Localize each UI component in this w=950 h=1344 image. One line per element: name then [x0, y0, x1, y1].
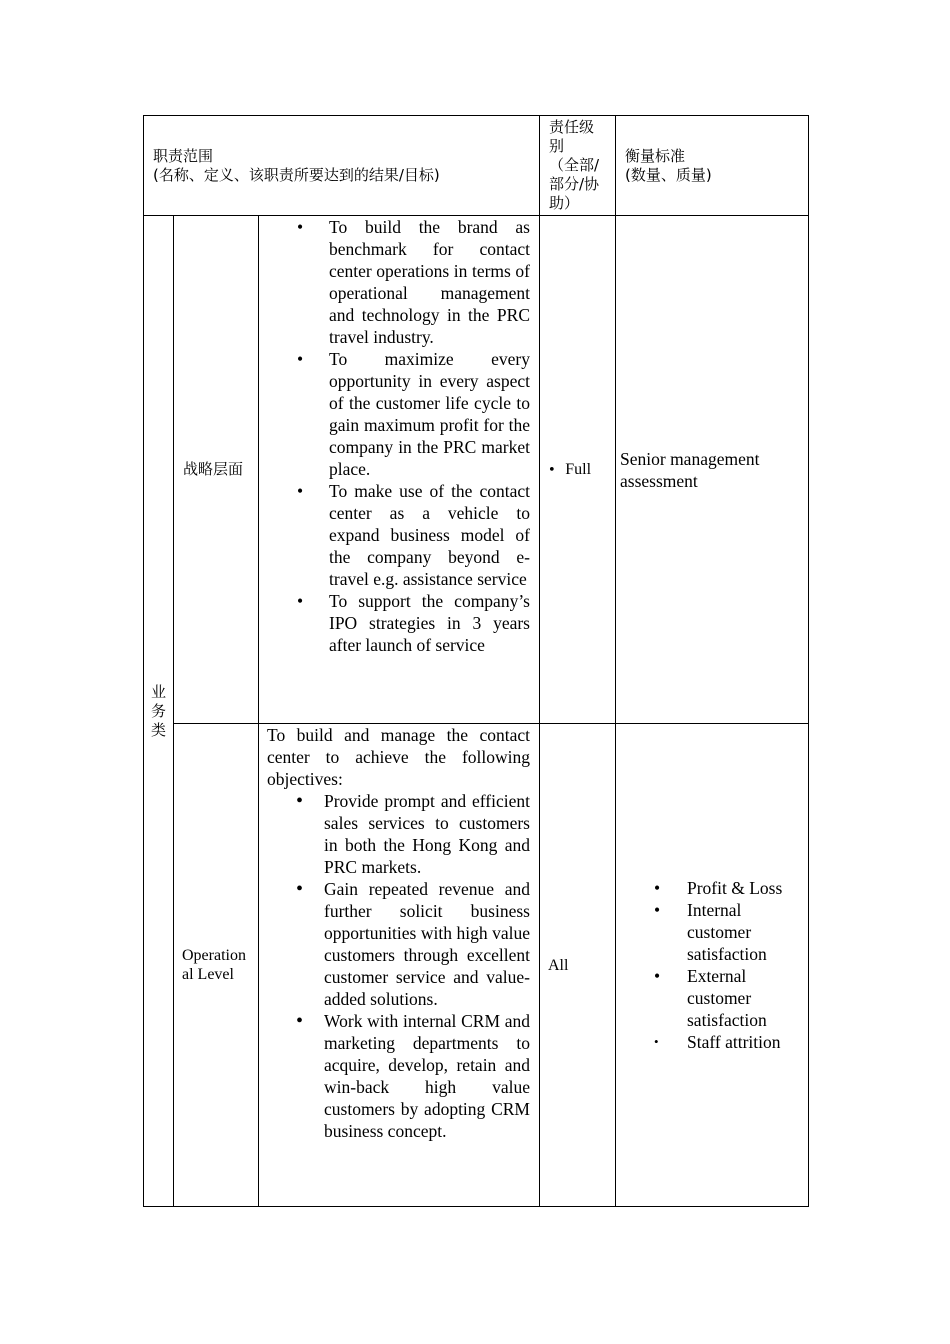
bullet-icon: • — [297, 217, 304, 237]
measure-header-subtitle: (数量、质量) — [625, 165, 712, 184]
bullet-icon: • — [297, 349, 304, 369]
category-char: 务 — [150, 701, 166, 720]
bullet-icon: • — [654, 966, 661, 986]
level-cell-operational — [540, 724, 616, 1207]
objectives-cell-strategic — [259, 216, 540, 724]
bullet-icon: • — [296, 790, 304, 812]
list-item: • Profit & Loss — [654, 878, 783, 898]
scope-header-subtitle: (名称、定义、该职责所要达到的结果/目标) — [153, 165, 440, 184]
list-item: • Staff attrition — [654, 1032, 781, 1052]
area-cell-operational — [174, 724, 259, 1207]
bullet-icon: • — [548, 462, 556, 478]
level-header-line: 部分/协 — [549, 175, 600, 193]
category-cell — [144, 216, 174, 1207]
list-item: • To maximize every opportunity in every aspect of the customer life cycle to gain maximum profit for the company in the PRC market place. — [297, 349, 530, 479]
list-item: • Internal customer satisfaction — [654, 900, 767, 964]
objectives-cell-operational — [259, 724, 540, 1207]
list-item: • Gain repeated revenue and further solicit business opportunities with high value customers through excellent customer service and value-added solutions. — [296, 878, 530, 1009]
bullet-icon: • — [654, 878, 661, 898]
measure-list — [616, 877, 800, 1053]
bullet-icon: • — [297, 591, 304, 611]
objective-list — [267, 790, 530, 1142]
category-char: 业 — [150, 682, 166, 701]
list-item: • External customer satisfaction — [654, 966, 767, 1030]
level-header-line: 责任级 — [549, 118, 595, 136]
level-cell-strategic — [540, 216, 616, 724]
measure-cell-operational — [616, 724, 809, 1207]
level-header-cell — [540, 116, 616, 216]
area-cell-strategic — [174, 216, 259, 724]
objective-list — [259, 216, 530, 656]
bullet-icon: • — [654, 900, 661, 920]
strategic-row — [144, 216, 809, 724]
category-char: 类 — [150, 720, 166, 739]
scope-header-title: 职责范围 — [153, 146, 214, 165]
level-header-line: 别 — [549, 137, 565, 155]
measure-cell-strategic — [616, 216, 809, 724]
header-row — [144, 116, 809, 216]
level-value: Full — [565, 460, 592, 478]
measure-header-cell — [616, 116, 809, 216]
list-item: • Provide prompt and efficient sales services to customers in both the Hong Kong and PRC markets. — [296, 790, 530, 877]
bullet-icon: • — [654, 1034, 659, 1049]
responsibility-table — [143, 115, 809, 1207]
objectives-intro: To build and manage the contact center to achieve the following objectives: — [267, 725, 530, 789]
list-item: • To make use of the contact center as a vehicle to expand business model of the company beyond e-travel e.g. assistance service — [297, 481, 530, 589]
bullet-icon: • — [296, 878, 304, 900]
area-label: Operational Level — [182, 947, 246, 983]
level-header-line: 助） — [549, 194, 580, 212]
measure-text: Senior management assessment — [620, 448, 760, 491]
scope-header-cell — [144, 116, 540, 216]
operational-row — [144, 724, 809, 1207]
level-value: All — [548, 956, 569, 974]
bullet-icon: • — [297, 481, 304, 501]
measure-header-title: 衡量标准 — [625, 146, 686, 165]
list-item: • To build the brand as benchmark for contact center operations in terms of operational management and technology in the PRC travel industry. — [297, 217, 530, 347]
list-item: • Work with internal CRM and marketing departments to acquire, develop, retain and win-back high value customers by adopting CRM business concept. — [296, 1010, 530, 1141]
bullet-icon: • — [296, 1010, 304, 1032]
area-label: 战略层面 — [183, 460, 244, 478]
list-item: • To support the company’s IPO strategies in 3 years after launch of service — [297, 591, 530, 655]
level-header-line: （全部/ — [549, 156, 600, 174]
